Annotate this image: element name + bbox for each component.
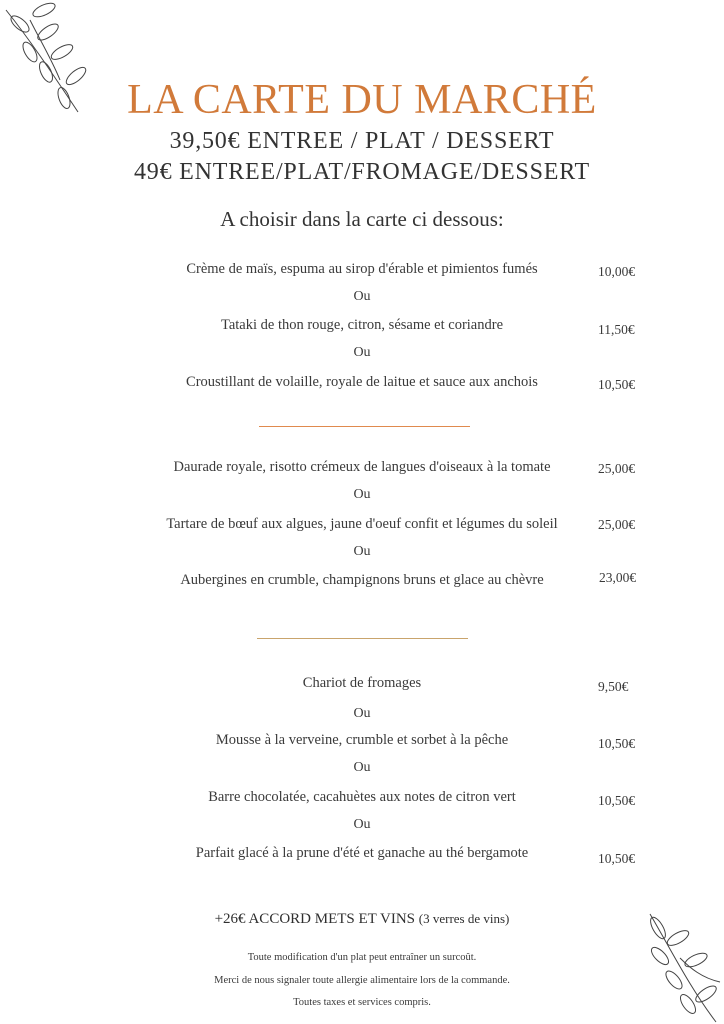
dish-name: Crème de maïs, espuma au sirop d'érable et pimientos fumés bbox=[186, 261, 538, 277]
or-separator: Ou bbox=[353, 706, 371, 721]
dish-name: Tartare de bœuf aux algues, jaune d'oeuf confit et légumes du soleil bbox=[166, 516, 558, 532]
dish-price: 10,50€ bbox=[598, 851, 636, 866]
or-separator: Ou bbox=[353, 345, 371, 360]
dish-name: Mousse à la verveine, crumble et sorbet à la pêche bbox=[215, 732, 509, 748]
or-separator: Ou bbox=[353, 760, 371, 775]
wine-pairing-detail: (3 verres de vins) bbox=[418, 911, 510, 926]
dish-name: Croustillant de volaille, royale de laitue et sauce aux anchois bbox=[186, 374, 538, 390]
dish-price: 10,00€ bbox=[598, 264, 636, 279]
intro-text: A choisir dans la carte ci dessous: bbox=[220, 207, 504, 231]
dish-price: 10,50€ bbox=[598, 793, 636, 808]
footer-note: Merci de nous signaler toute allergie alimentaire lors de la commande. bbox=[214, 975, 510, 986]
dish-name: Tataki de thon rouge, citron, sésame et coriandre bbox=[220, 317, 504, 333]
dish-name: Chariot de fromages bbox=[302, 675, 422, 691]
page-title: LA CARTE DU MARCHÉ bbox=[127, 77, 597, 123]
dish-price: 25,00€ bbox=[598, 461, 636, 476]
dish-name: Daurade royale, risotto crémeux de langues d'oiseaux à la tomate bbox=[173, 459, 551, 475]
section-divider bbox=[259, 426, 470, 427]
footer-note: Toute modification d'un plat peut entraîner un surcoût. bbox=[247, 952, 477, 963]
section-divider bbox=[257, 638, 468, 639]
footer-note: Toutes taxes et services compris. bbox=[293, 997, 431, 1008]
dish-price: 23,00€ bbox=[599, 570, 637, 585]
or-separator: Ou bbox=[353, 289, 371, 304]
wine-pairing bbox=[0, 911, 724, 928]
or-separator: Ou bbox=[353, 487, 371, 502]
dish-name: Aubergines en crumble, champignons bruns et glace au chèvre bbox=[180, 572, 544, 588]
dish-name: Parfait glacé à la prune d'été et ganache au thé bergamote bbox=[195, 845, 529, 861]
dish-price: 10,50€ bbox=[598, 736, 636, 751]
dish-name: Barre chocolatée, cacahuètes aux notes de citron vert bbox=[208, 789, 516, 805]
dish-price: 25,00€ bbox=[598, 517, 636, 532]
or-separator: Ou bbox=[353, 544, 371, 559]
wine-pairing-main: +26€ ACCORD METS ET VINS bbox=[214, 911, 416, 927]
dish-price: 9,50€ bbox=[598, 679, 629, 694]
formula-price-line: 49€ ENTREE/PLAT/FROMAGE/DESSERT bbox=[133, 159, 591, 185]
dish-price: 10,50€ bbox=[598, 377, 636, 392]
formula-price-line: 39,50€ ENTREE / PLAT / DESSERT bbox=[169, 128, 555, 154]
or-separator: Ou bbox=[353, 817, 371, 832]
dish-price: 11,50€ bbox=[598, 322, 635, 337]
